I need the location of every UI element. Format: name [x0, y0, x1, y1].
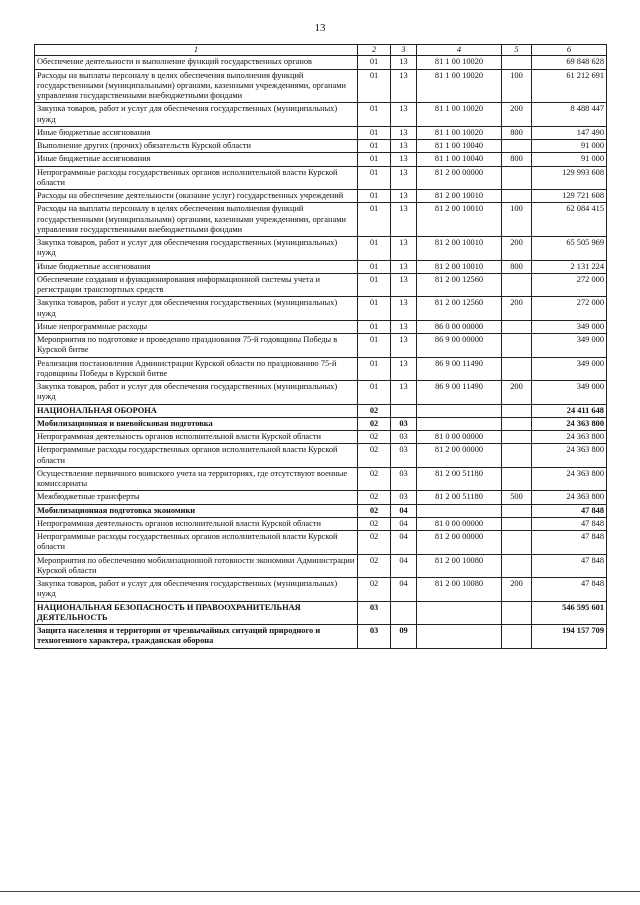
cell-expense-type: 800	[502, 153, 532, 166]
cell-subsection: 13	[391, 190, 417, 203]
cell-expense-type	[502, 517, 532, 530]
cell-target-article: 81 2 00 51180	[417, 467, 502, 491]
cell-subsection	[391, 404, 417, 417]
cell-expense-type	[502, 320, 532, 333]
cell-amount: 24 363 800	[532, 444, 607, 468]
cell-target-article: 86 9 00 11490	[417, 357, 502, 381]
cell-section: 01	[358, 166, 391, 190]
cell-amount: 349 000	[532, 381, 607, 405]
cell-section: 01	[358, 237, 391, 261]
cell-subsection: 04	[391, 504, 417, 517]
cell-target-article: 81 2 00 10010	[417, 190, 502, 203]
cell-expense-type	[502, 504, 532, 517]
table-row	[35, 504, 607, 517]
cell-name: Обеспечение создания и функционирования информационной системы учета и регистрации транспортных средств	[35, 273, 358, 297]
cell-expense-type	[502, 531, 532, 555]
cell-subsection: 04	[391, 554, 417, 578]
cell-expense-type	[502, 357, 532, 381]
cell-amount: 61 212 691	[532, 69, 607, 103]
header-row	[35, 45, 607, 56]
cell-name: Иные бюджетные ассигнования	[35, 126, 358, 139]
cell-name: Непрограммная деятельность органов исполнительной власти Курской области	[35, 431, 358, 444]
cell-expense-type: 200	[502, 381, 532, 405]
cell-target-article: 81 1 00 10020	[417, 56, 502, 69]
table-row	[35, 625, 607, 649]
cell-name: Непрограммные расходы государственных органов исполнительной власти Курской области	[35, 531, 358, 555]
cell-name: Межбюджетные трансферты	[35, 491, 358, 504]
table-row	[35, 578, 607, 602]
table-row	[35, 517, 607, 530]
cell-section: 01	[358, 69, 391, 103]
cell-subsection: 04	[391, 578, 417, 602]
cell-subsection: 13	[391, 153, 417, 166]
cell-expense-type	[502, 444, 532, 468]
cell-section: 01	[358, 203, 391, 237]
table-row	[35, 260, 607, 273]
cell-expense-type	[502, 601, 532, 625]
cell-target-article: 81 2 00 10080	[417, 578, 502, 602]
cell-expense-type: 500	[502, 491, 532, 504]
cell-subsection: 13	[391, 69, 417, 103]
budget-table	[34, 44, 607, 649]
cell-name: Закупка товаров, работ и услуг для обеспечения государственных (муниципальных) нужд	[35, 578, 358, 602]
cell-amount: 272 000	[532, 273, 607, 297]
table-row	[35, 431, 607, 444]
cell-name: НАЦИОНАЛЬНАЯ БЕЗОПАСНОСТЬ И ПРАВООХРАНИТЕЛЬНАЯ ДЕЯТЕЛЬНОСТЬ	[35, 601, 358, 625]
cell-name: Мобилизационная и вневойсковая подготовка	[35, 417, 358, 430]
table-row	[35, 357, 607, 381]
cell-expense-type: 100	[502, 203, 532, 237]
cell-subsection: 13	[391, 237, 417, 261]
cell-expense-type	[502, 467, 532, 491]
cell-section: 01	[358, 126, 391, 139]
cell-amount: 47 848	[532, 578, 607, 602]
cell-subsection: 03	[391, 444, 417, 468]
cell-section: 02	[358, 444, 391, 468]
cell-expense-type: 200	[502, 297, 532, 321]
cell-subsection: 03	[391, 467, 417, 491]
cell-subsection: 13	[391, 357, 417, 381]
cell-name: Защита населения и территории от чрезвычайных ситуаций природного и техногенного характера, гражданская оборона	[35, 625, 358, 649]
cell-amount: 91 000	[532, 140, 607, 153]
header-col-5: 5	[502, 45, 532, 56]
cell-amount: 69 848 628	[532, 56, 607, 69]
cell-target-article: 81 2 00 10010	[417, 260, 502, 273]
cell-section: 03	[358, 601, 391, 625]
cell-subsection: 13	[391, 203, 417, 237]
cell-expense-type	[502, 625, 532, 649]
table-row	[35, 404, 607, 417]
table-row	[35, 103, 607, 127]
cell-target-article: 86 9 00 00000	[417, 334, 502, 358]
cell-amount: 129 721 608	[532, 190, 607, 203]
cell-name: Иные бюджетные ассигнования	[35, 260, 358, 273]
cell-expense-type: 200	[502, 237, 532, 261]
cell-target-article: 81 1 00 10040	[417, 140, 502, 153]
page-bottom-rule	[0, 891, 640, 892]
table-row	[35, 554, 607, 578]
cell-amount: 24 411 648	[532, 404, 607, 417]
cell-section: 02	[358, 578, 391, 602]
cell-amount: 24 363 800	[532, 467, 607, 491]
table-row	[35, 126, 607, 139]
cell-target-article: 81 2 00 00000	[417, 166, 502, 190]
cell-name: Непрограммная деятельность органов исполнительной власти Курской области	[35, 517, 358, 530]
cell-name: НАЦИОНАЛЬНАЯ ОБОРОНА	[35, 404, 358, 417]
cell-name: Расходы на выплаты персоналу в целях обеспечения выполнения функций государственными (муниципальными) органами, казенными учреждениями, органами управления государственными внебюджетными фондами	[35, 203, 358, 237]
cell-target-article: 81 1 00 10040	[417, 153, 502, 166]
cell-amount: 147 490	[532, 126, 607, 139]
cell-section: 01	[358, 381, 391, 405]
cell-expense-type	[502, 431, 532, 444]
cell-subsection: 03	[391, 431, 417, 444]
cell-expense-type	[502, 334, 532, 358]
cell-name: Закупка товаров, работ и услуг для обеспечения государственных (муниципальных) нужд	[35, 103, 358, 127]
table-row	[35, 190, 607, 203]
cell-target-article	[417, 417, 502, 430]
cell-name: Расходы на выплаты персоналу в целях обеспечения выполнения функций государственными (муниципальными) органами, казенными учреждениями, органами управления государственными внебюджетными фондами	[35, 69, 358, 103]
cell-amount: 47 848	[532, 517, 607, 530]
cell-section: 01	[358, 320, 391, 333]
cell-target-article: 81 2 00 51180	[417, 491, 502, 504]
cell-name: Расходы на обеспечение деятельности (оказание услуг) государственных учреждений	[35, 190, 358, 203]
cell-target-article: 81 2 00 10010	[417, 237, 502, 261]
cell-subsection	[391, 601, 417, 625]
cell-amount: 91 000	[532, 153, 607, 166]
table-row	[35, 153, 607, 166]
cell-subsection: 13	[391, 166, 417, 190]
cell-subsection: 03	[391, 417, 417, 430]
cell-expense-type: 100	[502, 69, 532, 103]
table-row	[35, 444, 607, 468]
table-row	[35, 140, 607, 153]
cell-target-article: 86 0 00 00000	[417, 320, 502, 333]
cell-section: 01	[358, 297, 391, 321]
cell-name: Закупка товаров, работ и услуг для обеспечения государственных (муниципальных) нужд	[35, 381, 358, 405]
cell-target-article: 81 2 00 00000	[417, 444, 502, 468]
cell-amount: 24 363 800	[532, 491, 607, 504]
table-row	[35, 237, 607, 261]
cell-expense-type: 200	[502, 103, 532, 127]
cell-name: Непрограммные расходы государственных органов исполнительной власти Курской области	[35, 166, 358, 190]
cell-amount: 2 131 224	[532, 260, 607, 273]
cell-amount: 349 000	[532, 357, 607, 381]
cell-name: Закупка товаров, работ и услуг для обеспечения государственных (муниципальных) нужд	[35, 297, 358, 321]
cell-name: Осуществление первичного воинского учета на территориях, где отсутствуют военные комиссариаты	[35, 467, 358, 491]
cell-target-article: 81 1 00 10020	[417, 126, 502, 139]
cell-target-article	[417, 625, 502, 649]
cell-section: 01	[358, 273, 391, 297]
cell-amount: 47 848	[532, 504, 607, 517]
cell-target-article: 81 2 00 00000	[417, 531, 502, 555]
cell-section: 02	[358, 417, 391, 430]
cell-amount: 65 505 969	[532, 237, 607, 261]
cell-target-article	[417, 404, 502, 417]
cell-target-article: 81 0 00 00000	[417, 517, 502, 530]
cell-name: Мероприятия по обеспечению мобилизационной готовности экономики Администрации Курской области	[35, 554, 358, 578]
cell-expense-type	[502, 166, 532, 190]
cell-target-article: 81 2 00 12560	[417, 297, 502, 321]
table-row	[35, 334, 607, 358]
cell-target-article: 86 9 00 11490	[417, 381, 502, 405]
cell-section: 02	[358, 431, 391, 444]
cell-amount: 546 595 601	[532, 601, 607, 625]
cell-section: 02	[358, 517, 391, 530]
table-row	[35, 417, 607, 430]
cell-name: Иные бюджетные ассигнования	[35, 153, 358, 166]
cell-subsection: 13	[391, 126, 417, 139]
cell-target-article: 81 0 00 00000	[417, 431, 502, 444]
header-col-6: 6	[532, 45, 607, 56]
table-row	[35, 320, 607, 333]
cell-target-article: 81 2 00 10010	[417, 203, 502, 237]
cell-expense-type	[502, 404, 532, 417]
cell-subsection: 13	[391, 381, 417, 405]
cell-subsection: 13	[391, 273, 417, 297]
cell-amount: 24 363 800	[532, 431, 607, 444]
cell-subsection: 13	[391, 334, 417, 358]
cell-name: Реализация постановления Администрации Курской области по празднованию 75-й годовщины Победы в Курской битве	[35, 357, 358, 381]
cell-target-article: 81 2 00 12560	[417, 273, 502, 297]
table-row	[35, 381, 607, 405]
cell-section: 02	[358, 491, 391, 504]
cell-expense-type: 800	[502, 126, 532, 139]
cell-expense-type	[502, 417, 532, 430]
cell-name: Мероприятия по подготовке и проведению празднования 75-й годовщины Победы в Курской битве	[35, 334, 358, 358]
table-row	[35, 601, 607, 625]
page-number: 13	[314, 22, 326, 34]
cell-expense-type: 200	[502, 578, 532, 602]
table-row	[35, 297, 607, 321]
cell-name: Мобилизационная подготовка экономики	[35, 504, 358, 517]
cell-amount: 129 993 608	[532, 166, 607, 190]
table-row	[35, 467, 607, 491]
cell-name: Непрограммные расходы государственных органов исполнительной власти Курской области	[35, 444, 358, 468]
cell-section: 01	[358, 153, 391, 166]
cell-amount: 24 363 800	[532, 417, 607, 430]
cell-amount: 349 000	[532, 320, 607, 333]
cell-target-article	[417, 601, 502, 625]
cell-name: Обеспечение деятельности и выполнение функций государственных органов	[35, 56, 358, 69]
cell-target-article: 81 2 00 10080	[417, 554, 502, 578]
table-row	[35, 69, 607, 103]
cell-section: 02	[358, 531, 391, 555]
table-row	[35, 491, 607, 504]
cell-section: 01	[358, 260, 391, 273]
cell-target-article	[417, 504, 502, 517]
cell-amount: 194 157 709	[532, 625, 607, 649]
cell-section: 01	[358, 103, 391, 127]
cell-section: 01	[358, 357, 391, 381]
cell-subsection: 13	[391, 297, 417, 321]
cell-name: Выполнение других (прочих) обязательств Курской области	[35, 140, 358, 153]
header-col-2: 2	[358, 45, 391, 56]
cell-amount: 47 848	[532, 554, 607, 578]
cell-amount: 8 488 447	[532, 103, 607, 127]
cell-expense-type	[502, 554, 532, 578]
cell-expense-type	[502, 140, 532, 153]
cell-section: 01	[358, 334, 391, 358]
table-row	[35, 273, 607, 297]
cell-section: 02	[358, 467, 391, 491]
cell-subsection: 13	[391, 260, 417, 273]
cell-name: Иные непрограммные расходы	[35, 320, 358, 333]
cell-expense-type	[502, 56, 532, 69]
cell-subsection: 13	[391, 320, 417, 333]
table-body	[35, 56, 607, 648]
cell-subsection: 03	[391, 491, 417, 504]
cell-section: 03	[358, 625, 391, 649]
header-col-4: 4	[417, 45, 502, 56]
cell-expense-type: 800	[502, 260, 532, 273]
cell-amount: 349 000	[532, 334, 607, 358]
cell-subsection: 13	[391, 56, 417, 69]
cell-section: 02	[358, 504, 391, 517]
cell-subsection: 04	[391, 531, 417, 555]
cell-subsection: 09	[391, 625, 417, 649]
cell-subsection: 13	[391, 140, 417, 153]
cell-target-article: 81 1 00 10020	[417, 103, 502, 127]
table-row	[35, 203, 607, 237]
cell-subsection: 04	[391, 517, 417, 530]
cell-amount: 272 000	[532, 297, 607, 321]
cell-section: 02	[358, 404, 391, 417]
cell-section: 01	[358, 190, 391, 203]
header-col-1: 1	[35, 45, 358, 56]
cell-subsection: 13	[391, 103, 417, 127]
header-col-3: 3	[391, 45, 417, 56]
cell-section: 02	[358, 554, 391, 578]
cell-expense-type	[502, 273, 532, 297]
cell-expense-type	[502, 190, 532, 203]
table-row	[35, 531, 607, 555]
cell-target-article: 81 1 00 10020	[417, 69, 502, 103]
cell-section: 01	[358, 56, 391, 69]
table-row	[35, 166, 607, 190]
cell-amount: 47 848	[532, 531, 607, 555]
cell-name: Закупка товаров, работ и услуг для обеспечения государственных (муниципальных) нужд	[35, 237, 358, 261]
cell-section: 01	[358, 140, 391, 153]
cell-amount: 62 084 415	[532, 203, 607, 237]
table-row	[35, 56, 607, 69]
